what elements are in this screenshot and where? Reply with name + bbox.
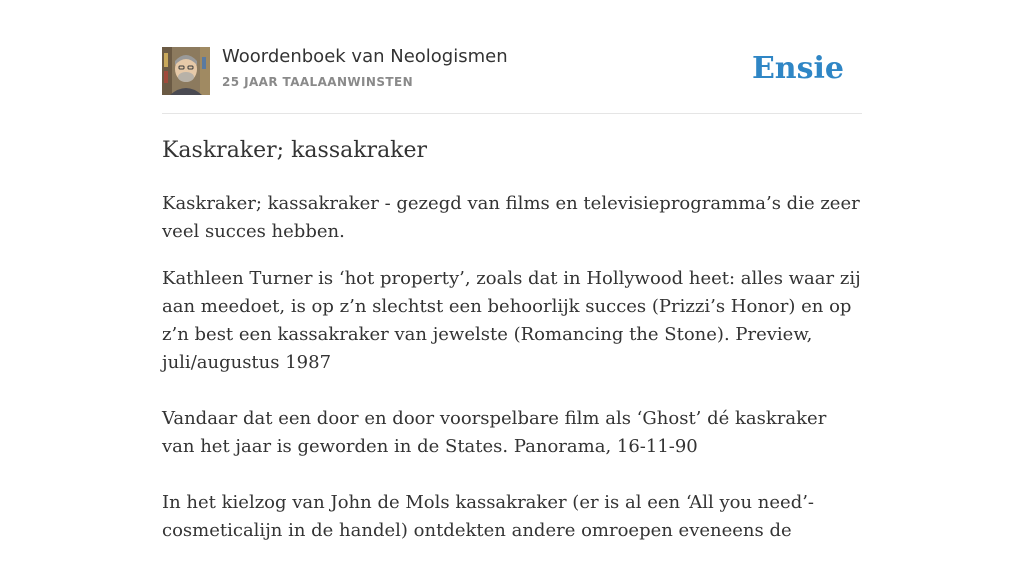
citation-paragraph: Kathleen Turner is ‘hot property’, zoals dat in Hollywood heet: alles waar zij aan meedoet, is op z’n slechtst een behoorlijk succes (Prizzi’s Honor) en op z’n best een kassakraker van jewelste (Romancing the Stone). Preview, juli/augustus 1987	[162, 268, 861, 373]
author-portrait-image	[162, 47, 210, 95]
citations	[162, 265, 862, 573]
entry-definition: Kaskraker; kassakraker - gezegd van films en televisieprogramma’s die zeer veel succes hebben.	[162, 193, 860, 242]
entry-title: Kaskraker; kassakraker	[162, 138, 428, 163]
author-avatar[interactable]	[162, 47, 210, 95]
ensie-logo[interactable]: Ensie	[751, 51, 844, 86]
citation-paragraph: Vandaar dat een door en door voorspelbare film als ‘Ghost’ dé kaskraker van het jaar is geworden in de States. Panorama, 16-11-90	[162, 408, 827, 457]
article-container	[162, 0, 862, 541]
source-subtitle: 25 JAAR TAALAANWINSTEN	[222, 75, 414, 89]
source-name[interactable]: Woordenboek van Neologismen	[222, 46, 508, 67]
citation-paragraph: In het kielzog van John de Mols kassakraker (er is al een ‘All you need’-cosmeticalijn in de handel) ontdekten andere omroepen eveneens de	[162, 492, 815, 541]
source-header	[162, 0, 862, 114]
